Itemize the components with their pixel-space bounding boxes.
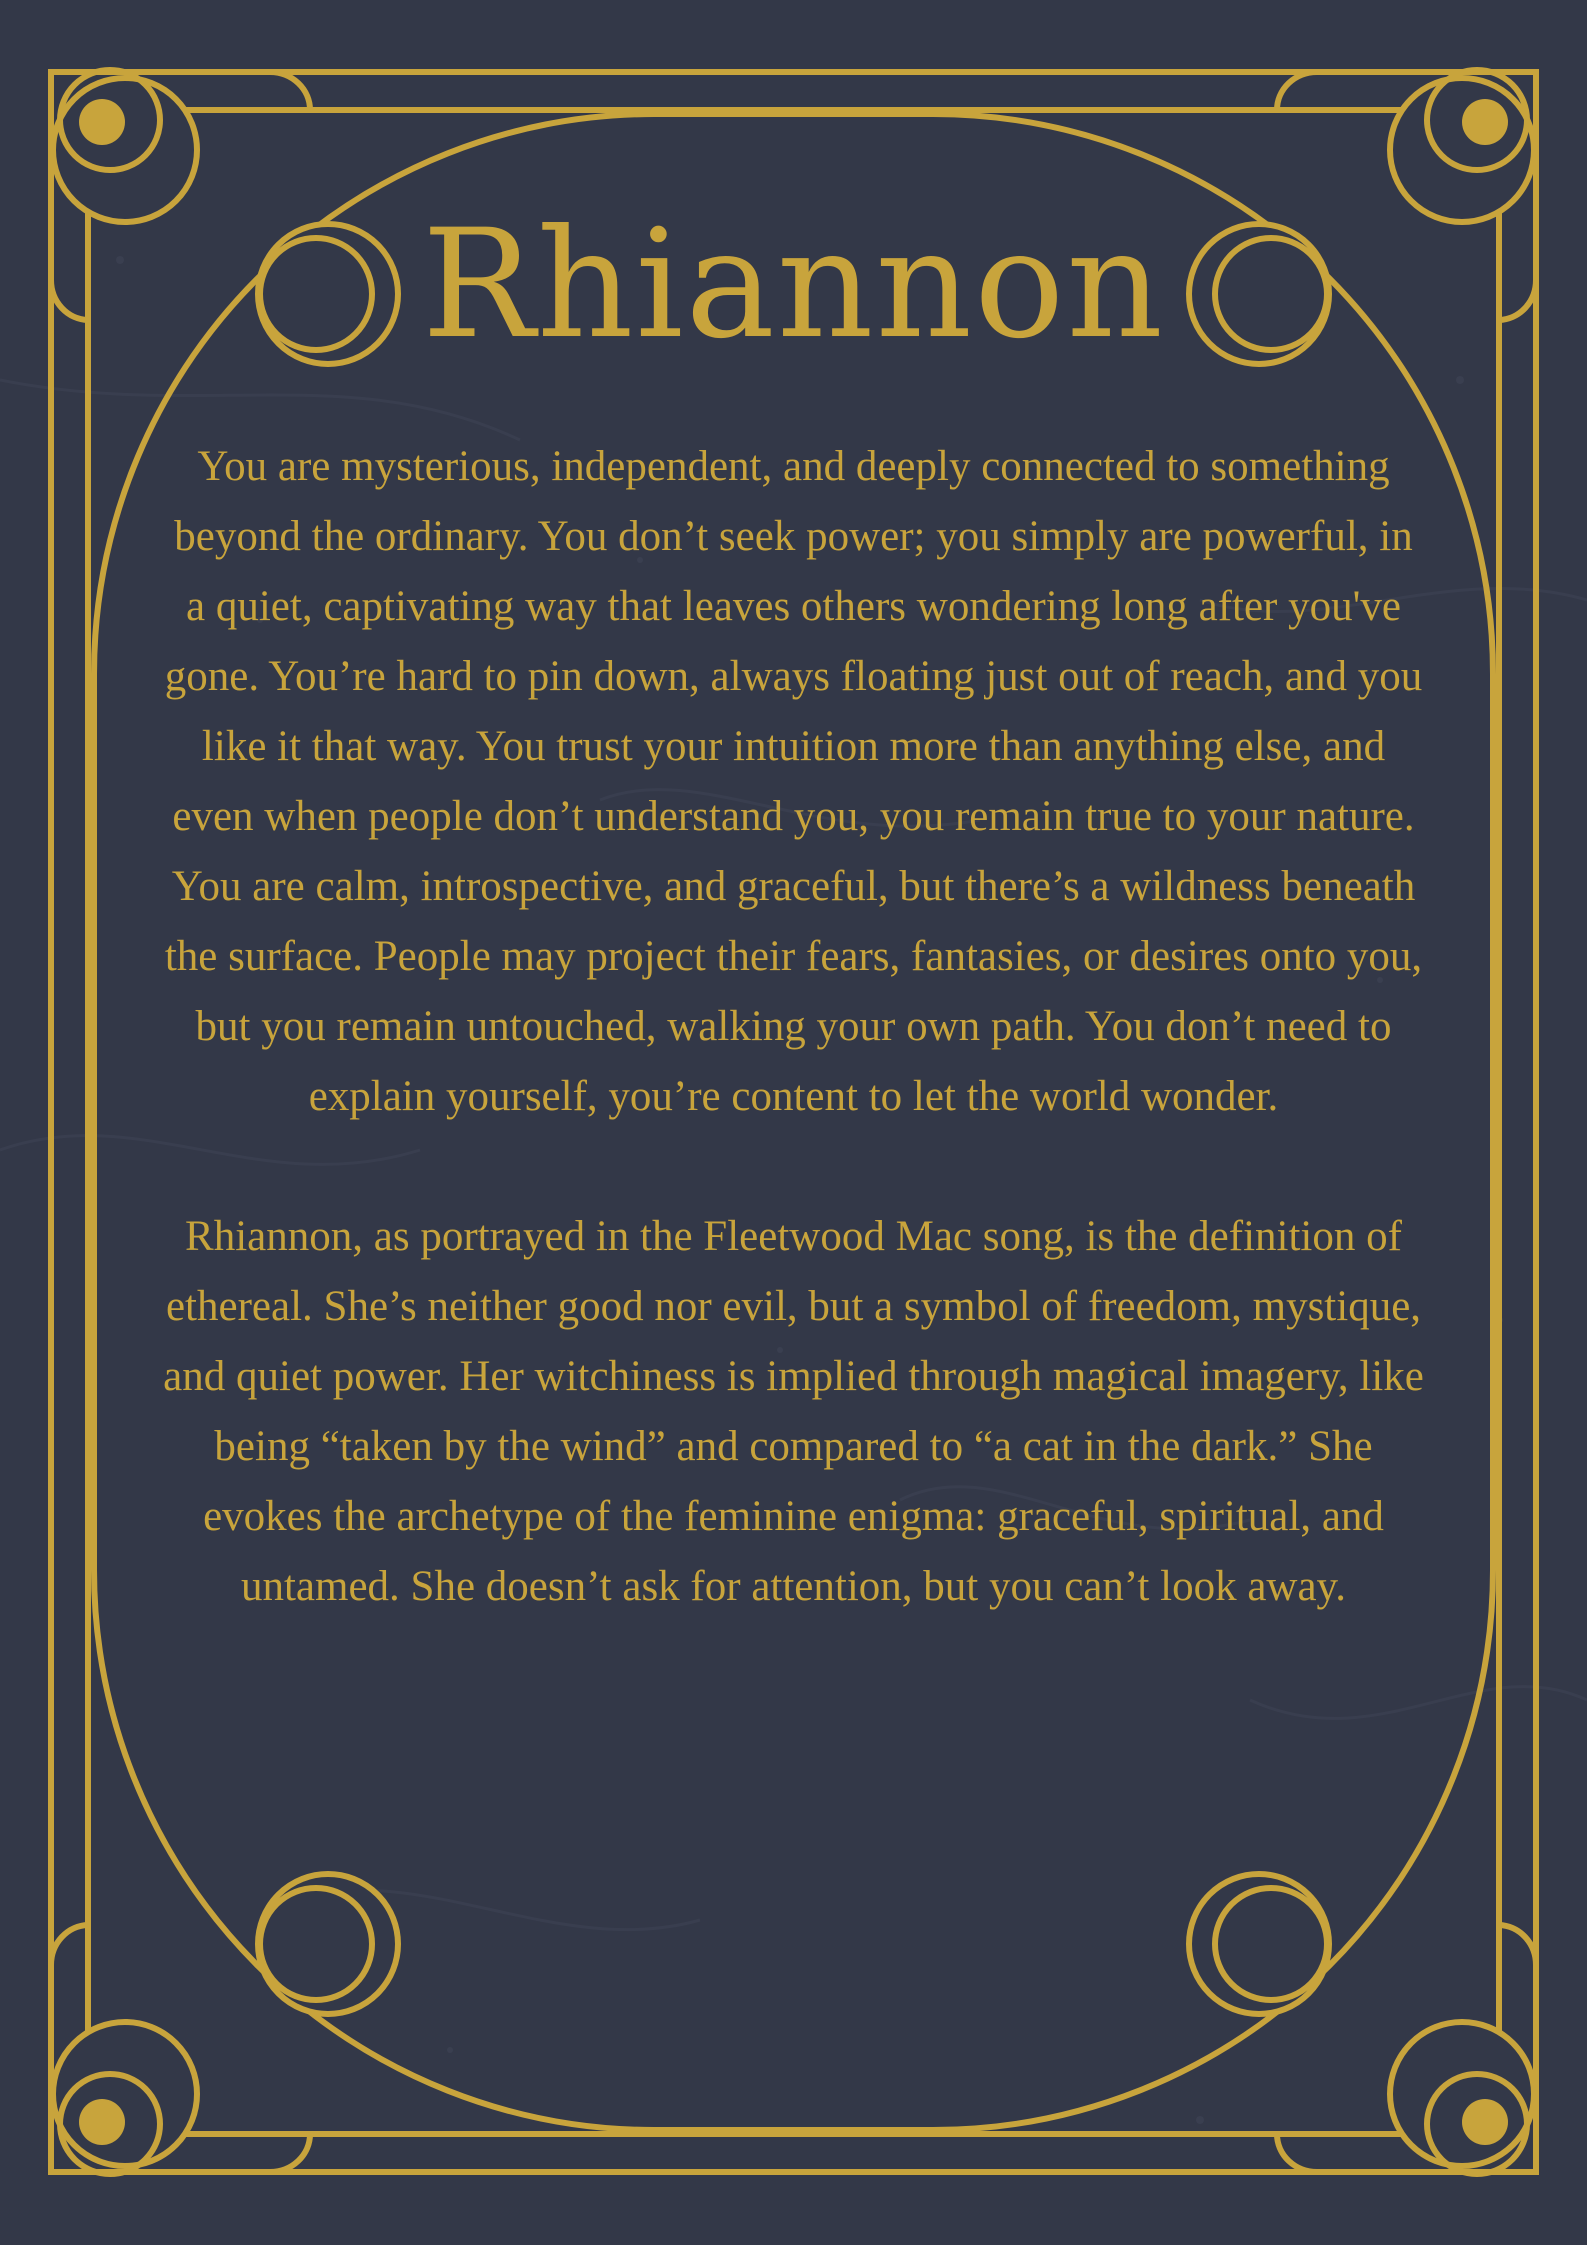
crescent-circle-icon xyxy=(1189,1874,1329,2014)
description-paragraph: Rhiannon, as portrayed in the Fleetwood Mac song, is the definition of ethereal. She’s neither good nor evil, but a symbol of freedom, mystique, and quiet power. Her witchiness is implied through magical imagery, like being “taken by the wind” and compared to “a cat in the dark.” She evokes the archetype of the feminine enigma: graceful, spiritual, and untamed. She doesn’t ask for attention, but you can’t look away. xyxy=(163,1213,1424,1610)
description-text xyxy=(160,432,1427,1622)
corner-medallion-icon xyxy=(1390,2022,1534,2174)
crescent-circle-icon xyxy=(258,1874,398,2014)
page-title: Rhiannon xyxy=(421,198,1166,372)
description-paragraph: You are mysterious, independent, and deeply connected to something beyond the ordinary. You don’t seek power; you simply are powerful, in a quiet, captivating way that leaves others wondering long after you've gone. You’re hard to pin down, always floating just out of reach, and you like it that way. You trust your intuition more than anything else, and even when people don’t understand you, you remain true to your nature. You are calm, introspective, and graceful, but there’s a wildness beneath the surface. People may project their fears, fantasies, or desires onto you, but you remain untouched, walking your own path. You don’t need to explain yourself, you’re content to let the world wonder. xyxy=(164,443,1423,1120)
corner-medallion-icon xyxy=(53,2022,197,2174)
